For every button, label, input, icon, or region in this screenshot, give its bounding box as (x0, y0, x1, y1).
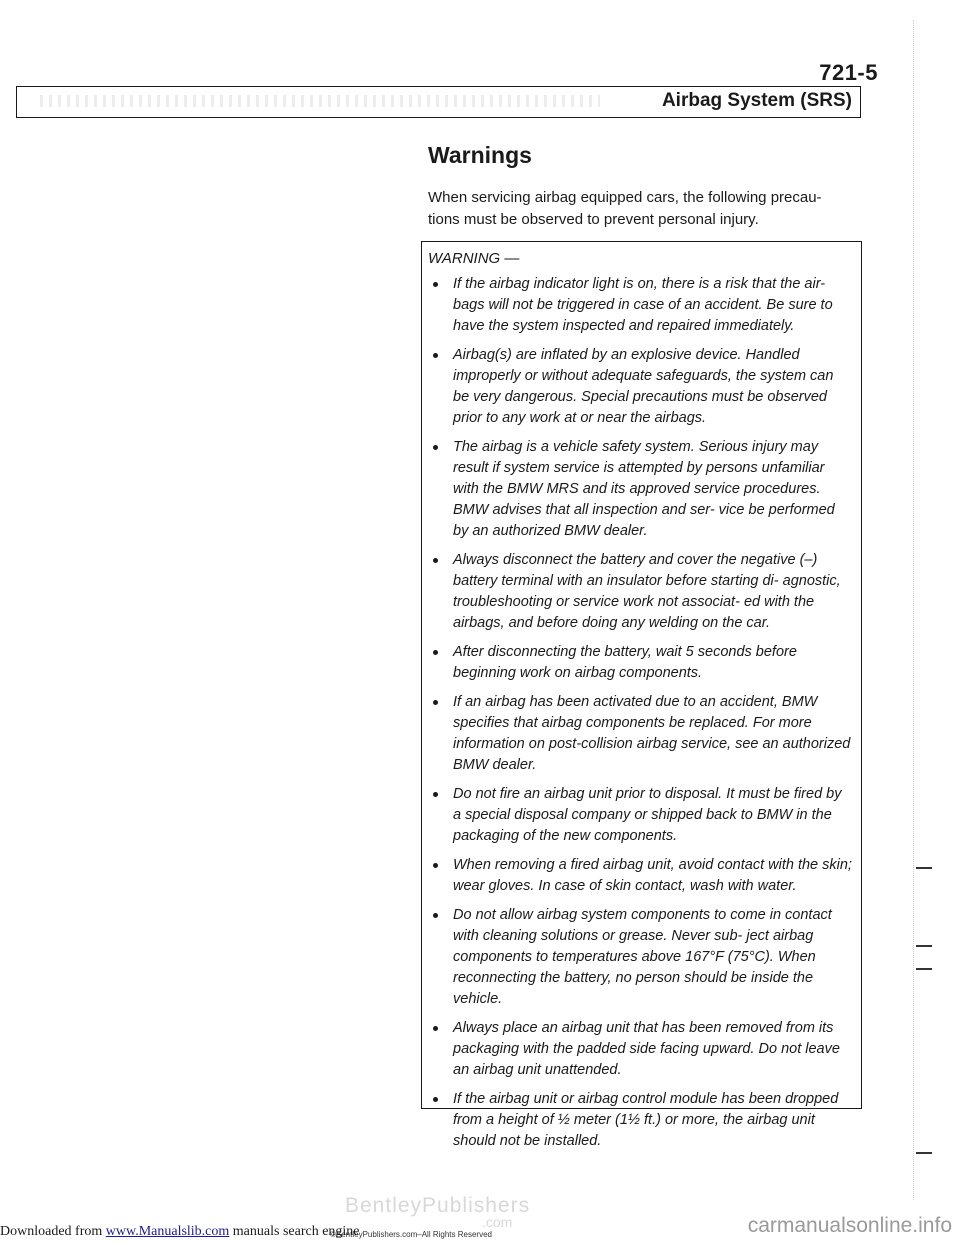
edge-tick (916, 968, 932, 970)
warning-bullet-text: When removing a fired airbag unit, avoid contact with the skin; wear gloves. In case of skin contact, wash with water. (453, 857, 852, 894)
warning-bullet (428, 692, 853, 776)
publisher-watermark: BentleyPublishers (345, 1194, 531, 1217)
page-number: 721-5 (819, 60, 878, 85)
bullet-icon (433, 913, 438, 918)
warnings-heading: Warnings (428, 142, 532, 168)
bullet-icon (433, 1026, 438, 1031)
copyright-notice: ©BentleyPublishers.com–All Rights Reserved (330, 1230, 492, 1239)
manualslib-link[interactable]: www.Manualslib.com (105, 1224, 230, 1239)
bullet-icon (433, 650, 438, 655)
bullet-icon (433, 863, 438, 868)
warning-bullet (428, 642, 853, 684)
warning-bullet-text: Always disconnect the battery and cover the negative (–) battery terminal with an insulator before starting di- agnostic, troubleshooting or service work not associat- ed with the airbags, and before doing any welding on the car. (453, 552, 841, 631)
edge-tick (916, 945, 932, 947)
warning-bullet-text: Airbag(s) are inflated by an explosive device. Handled improperly or without adequate safeguards, the system can be very dangerous. Special precautions must be observed prior to any work at or near the airbags. (453, 347, 834, 426)
bullet-icon (433, 1097, 438, 1102)
bullet-icon (433, 282, 438, 287)
warning-bullet-text: If an airbag has been activated due to an accident, BMW specifies that airbag components be replaced. For more information on post-collision airbag service, see an authorized BMW dealer. (453, 694, 851, 773)
warning-bullet (428, 855, 853, 897)
warning-bullet (428, 1089, 853, 1152)
warning-bullet (428, 437, 853, 542)
warning-bullet (428, 550, 853, 634)
warning-bullet-text: After disconnecting the battery, wait 5 seconds before beginning work on airbag components. (453, 644, 797, 681)
warning-bullet-text: The airbag is a vehicle safety system. Serious injury may result if system service is attempted by persons unfamiliar with the BMW MRS and its approved service procedures. BMW advises that all inspection and ser- vice be performed by an authorized BMW dealer. (453, 439, 835, 539)
warning-bullet (428, 784, 853, 847)
warning-bullet (428, 1018, 853, 1081)
warning-bullet (428, 345, 853, 429)
warning-bullet-text: Do not fire an airbag unit prior to disposal. It must be fired by a special disposal company or shipped back to BMW in the packaging of the new components. (453, 786, 842, 844)
warning-bullet-text: Do not allow airbag system components to come in contact with cleaning solutions or grease. Never sub- ject airbag components to temperatures above 167°F (75°C). When reconnecting the battery, no person should be inside the vehicle. (453, 907, 832, 1007)
bullet-icon (433, 558, 438, 563)
header-bar-texture (40, 95, 600, 107)
warning-label: WARNING — (428, 250, 520, 267)
warning-bullet-text: If the airbag indicator light is on, there is a risk that the air- bags will not be triggered in case of an accident. Be sure to have the system inspected and repaired immediately. (453, 276, 833, 334)
download-footer (0, 1224, 360, 1240)
bullet-icon (433, 353, 438, 358)
warning-bullet (428, 905, 853, 1010)
downloaded-from-text: Downloaded from (0, 1224, 103, 1239)
intro-line-1: When servicing airbag equipped cars, the following precau- (428, 189, 822, 206)
bullet-icon (433, 700, 438, 705)
bullet-icon (433, 792, 438, 797)
intro-paragraph (428, 187, 858, 231)
warning-bullet (428, 274, 853, 337)
edge-tick (916, 867, 932, 869)
site-watermark: carmanualsonline.info (747, 1214, 952, 1237)
warning-bullet-list (428, 274, 853, 1160)
warning-bullet-text: Always place an airbag unit that has been removed from its packaging with the padded side facing upward. Do not leave an airbag unit unattended. (453, 1020, 840, 1078)
bullet-icon (433, 445, 438, 450)
margin-rule (913, 20, 915, 1200)
intro-line-2: tions must be observed to prevent personal injury. (428, 211, 759, 228)
publisher-watermark-com: .com (482, 1214, 513, 1230)
section-title: Airbag System (SRS) (661, 90, 852, 111)
search-engine-text: manuals search engine (232, 1224, 360, 1239)
warning-bullet-text: If the airbag unit or airbag control module has been dropped from a height of ½ meter (1½ ft.) or more, the airbag unit should not be installed. (453, 1091, 839, 1149)
edge-tick (916, 1152, 932, 1154)
